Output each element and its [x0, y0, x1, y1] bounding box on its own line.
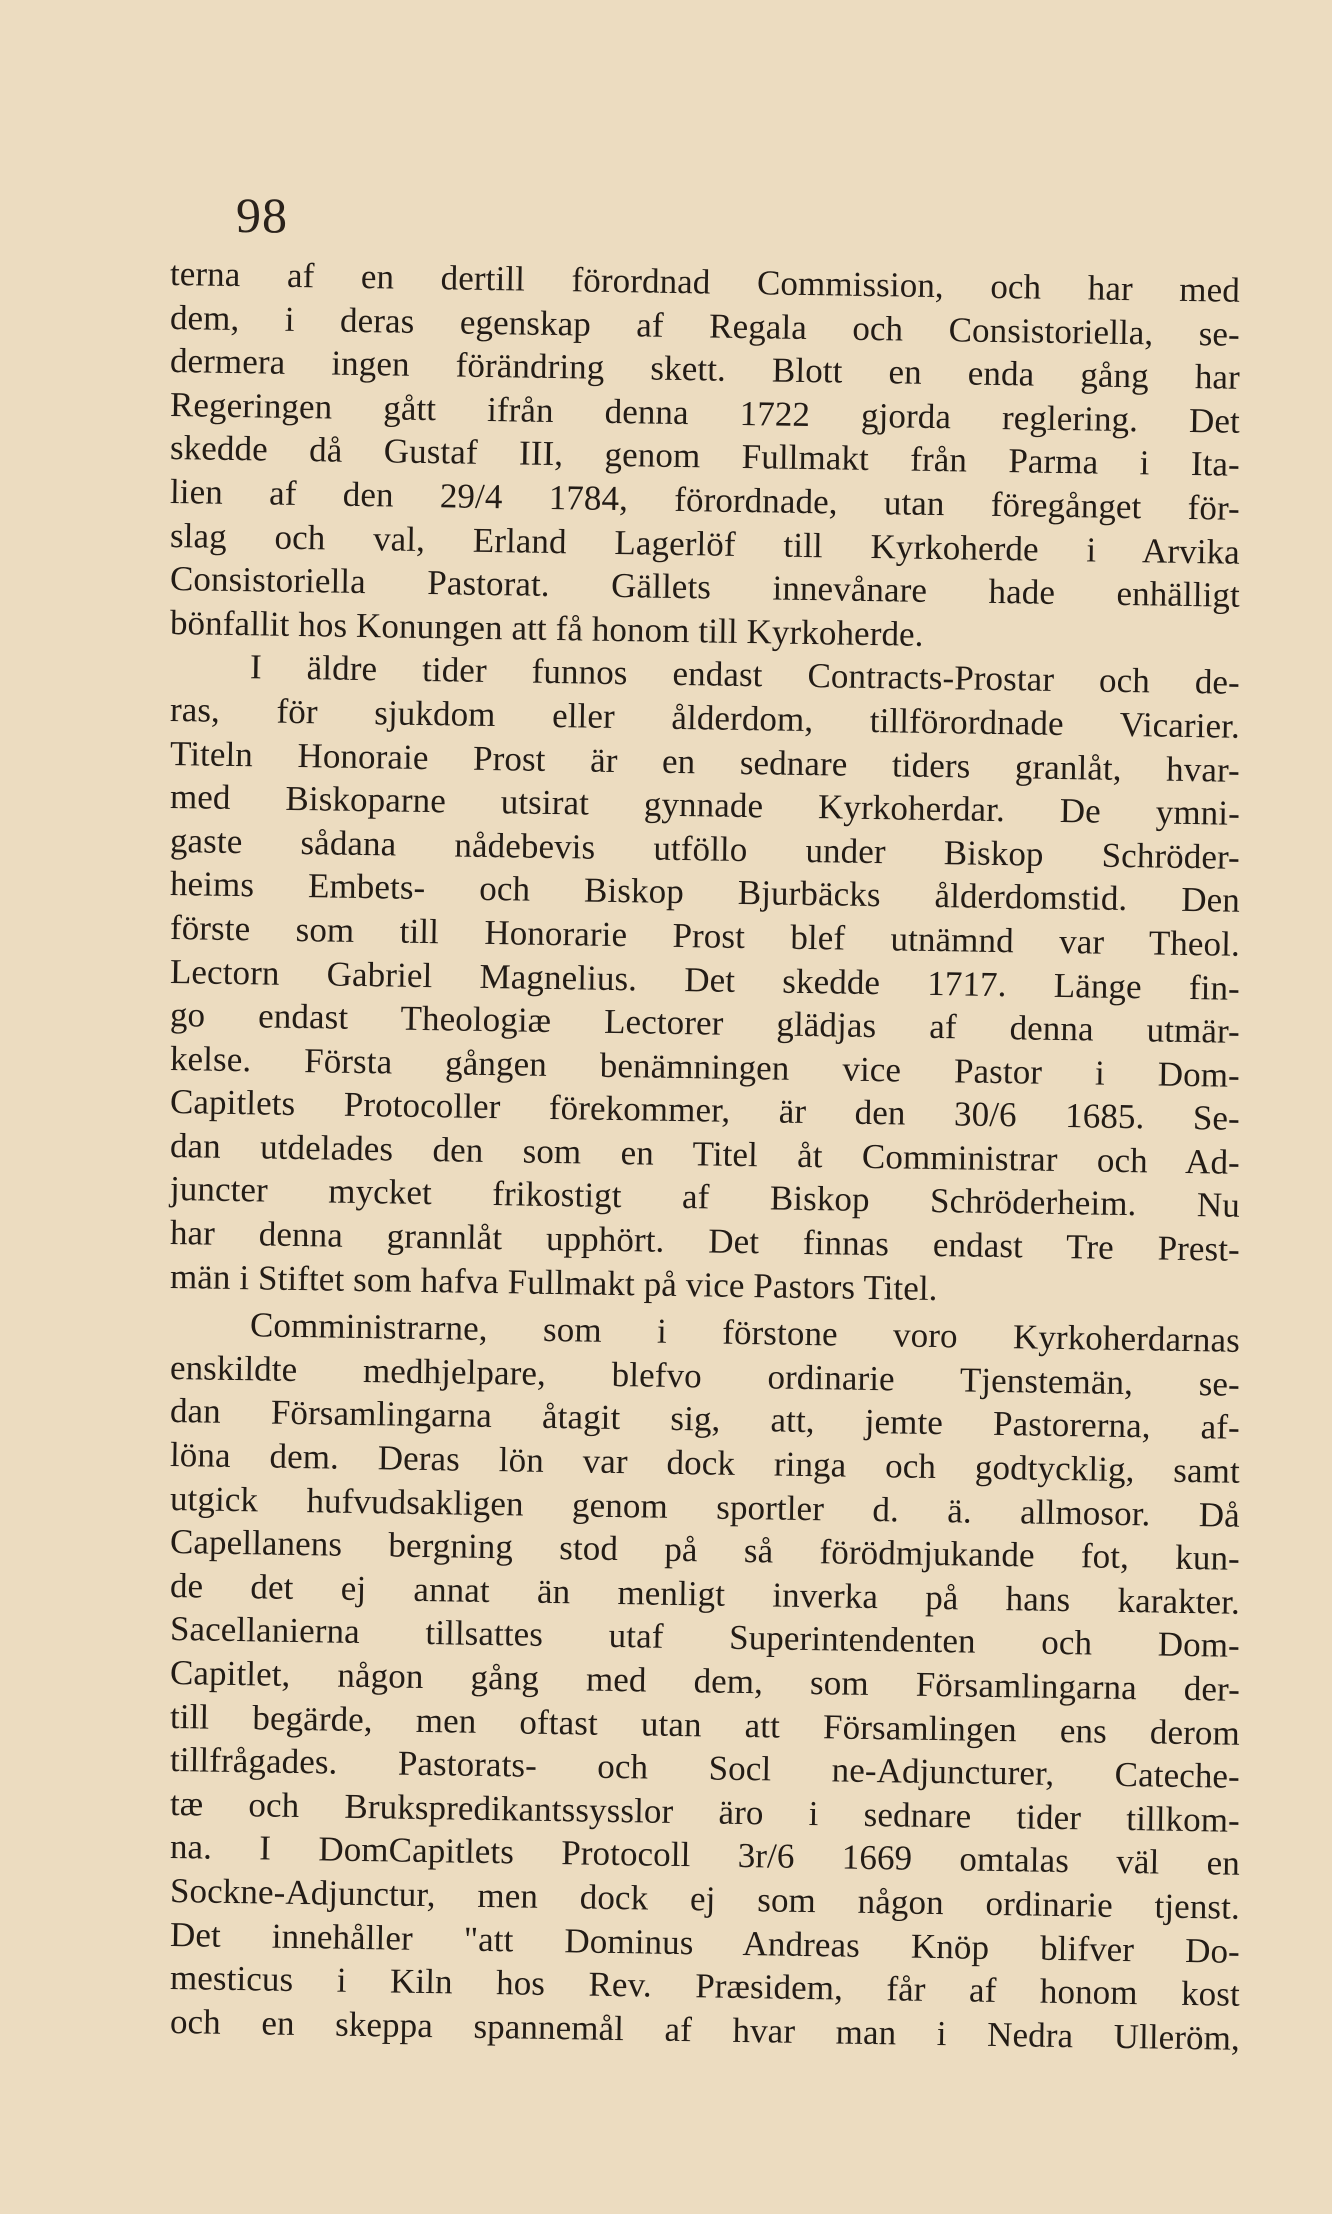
- text-line: Capitlets Protocoller förekommer, är den 30/6 1685. Se-: [169, 1082, 1241, 1139]
- text-line: tæ och Brukspredikantssysslor äro i sednare tider tillkom-: [169, 1783, 1241, 1840]
- text-line: Lectorn Gabriel Magnelius. Det skedde 1717. Länge fin-: [169, 951, 1241, 1008]
- text-line: förste som till Honorarie Prost blef utnämnd var Theol.: [169, 907, 1241, 964]
- text-line: dem, i deras egenskap af Regala och Consistoriella, se-: [169, 297, 1241, 354]
- text-line: dermera ingen förändring skett. Blott en enda gång har: [169, 341, 1241, 397]
- text-line: terna af en dertill förordnad Commission, och har med: [169, 254, 1241, 310]
- paragraph: [169, 1302, 1241, 2058]
- text-line: löna dem. Deras lön var dock ringa och godtycklig, samt: [169, 1435, 1241, 1491]
- text-line: Sacellanierna tillsattes utaf Superintendenten och Dom-: [169, 1609, 1241, 1666]
- text-line: na. I DomCapitlets Protocoll 3r/6 1669 omtalas väl en: [169, 1827, 1241, 1884]
- paragraph: [169, 644, 1241, 1308]
- text-line: Regeringen gått ifrån denna 1722 gjorda reglering. Det: [169, 384, 1241, 441]
- text-line: juncter mycket frikostigt af Biskop Schröderheim. Nu: [169, 1169, 1241, 1226]
- text-line: Comministrarne, som i förstone voro Kyrkoherdarnas: [249, 1305, 1241, 1361]
- text-line: till begärde, men oftast utan att Församlingen ens derom: [169, 1696, 1241, 1753]
- text-line: gaste sådana nådebevis utföllo under Biskop Schröder-: [169, 820, 1241, 877]
- text-line: dan Församlingarna åtagit sig, att, jemte Pastorerna, af-: [169, 1391, 1241, 1448]
- text-line: heims Embets- och Biskop Bjurbäcks ålderdomstid. Den: [169, 864, 1241, 921]
- text-line: skedde då Gustaf III, genom Fullmakt från Parma i Ita-: [169, 428, 1241, 485]
- text-line: de det ej annat än menligt inverka på hans karakter.: [169, 1565, 1241, 1622]
- text-line: slag och val, Erland Lagerlöf till Kyrkoherde i Arvika: [169, 515, 1241, 572]
- text-line: Consistoriella Pastorat. Gällets innevånare hade enhälligt: [169, 559, 1241, 615]
- text-line: utgick hufvudsakligen genom sportler d. ä. allmosor. Då: [169, 1478, 1241, 1535]
- text-line: Capellanens bergning stod på så förödmjukande fot, kun-: [169, 1522, 1241, 1579]
- text-line: mesticus i Kiln hos Rev. Præsidem, får af honom kost: [169, 1958, 1241, 2014]
- paragraph: [169, 252, 1241, 654]
- text-line: har denna grannlåt upphört. Det finnas endast Tre Prest-: [169, 1213, 1241, 1269]
- text-line: Capitlet, någon gång med dem, som Församlingarna der-: [169, 1653, 1241, 1709]
- text-line: kelse. Första gången benämningen vice Pastor i Dom-: [169, 1038, 1241, 1095]
- text-line: dan utdelades den som en Titel åt Comministrar och Ad-: [169, 1125, 1241, 1182]
- text-line: män i Stiftet som hafva Fullmakt på vice Pastors Titel.: [169, 1256, 938, 1308]
- body-text: [169, 252, 1241, 2058]
- page-number: 98: [236, 187, 288, 243]
- text-line: med Biskoparne utsirat gynnade Kyrkoherdar. De ymni-: [169, 777, 1241, 833]
- text-line: tillfrågades. Pastorats- och Socl ne-Adjuncturer, Cateche-: [169, 1740, 1241, 1796]
- text-line: I äldre tider funnos endast Contracts-Prostar och de-: [249, 647, 1241, 703]
- text-line: go endast Theologiæ Lectorer glädjas af denna utmär-: [169, 995, 1241, 1051]
- text-line: Sockne-Adjunctur, men dock ej som någon ordinarie tjenst.: [169, 1870, 1241, 1927]
- text-line: enskildte medhjelpare, blefvo ordinarie Tjenstemän, se-: [169, 1347, 1241, 1404]
- text-line: bönfallit hos Konungen att få honom till Kyrkoherde.: [169, 602, 924, 654]
- text-line: ras, för sjukdom eller ålderdom, tillförordnade Vicarier.: [169, 689, 1241, 746]
- text-line: och en skeppa spannemål af hvar man i Nedra Ulleröm,: [169, 2001, 1241, 2058]
- text-line: lien af den 29/4 1784, förordnade, utan föregånget för-: [169, 471, 1241, 528]
- text-line: Det innehåller "att Dominus Andreas Knöp blifver Do-: [169, 1914, 1241, 1971]
- text-line: Titeln Honoraie Prost är en sednare tiders granlåt, hvar-: [169, 733, 1241, 790]
